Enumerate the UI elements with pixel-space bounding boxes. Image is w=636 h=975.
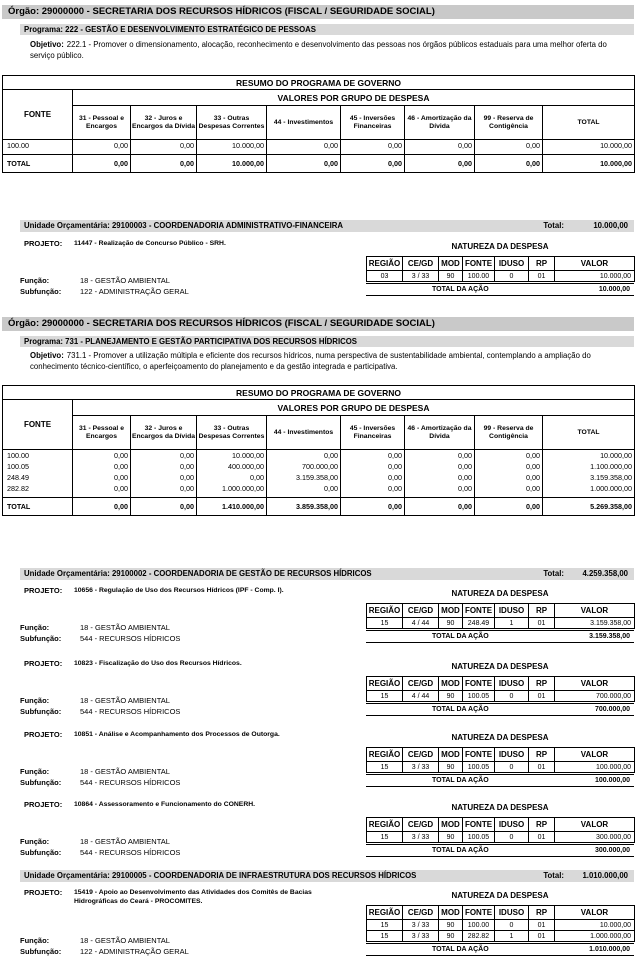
- objetivo-text: 222.1 - Promover o dimensionamento, alocação, reconhecimento e desenvolvimento das pessoas nos órgãos públicos estaduais para uma melhor oferta do serviço público.: [30, 40, 607, 60]
- subfuncao-value: 544 - RECURSOS HÍDRICOS: [80, 707, 181, 716]
- table-cell: 01: [529, 931, 555, 942]
- subfuncao-value: 544 - RECURSOS HÍDRICOS: [80, 634, 181, 643]
- table-row: [3, 450, 635, 461]
- funcao-label: Função:: [20, 623, 50, 632]
- column-header: CE/GD: [403, 906, 439, 920]
- column-header: REGIÃO: [367, 677, 403, 691]
- unidade-header: [20, 870, 634, 882]
- total-acao-value: 300.000,00: [594, 847, 630, 854]
- column-header: VALOR: [555, 818, 635, 832]
- projeto-name: 10864 - Assessoramento e Funcionamento do CONERH.: [74, 801, 256, 808]
- total-acao: [366, 630, 634, 643]
- column-header: CE/GD: [403, 604, 439, 618]
- table-cell: 100.000,00: [555, 762, 635, 773]
- total-cell: 10.000,00: [543, 155, 635, 173]
- resumo-subtitle: VALORES POR GRUPO DE DESPESA: [73, 400, 635, 416]
- column-header: RP: [529, 906, 555, 920]
- column-header: FONTE: [463, 257, 495, 271]
- column-header: 33 - Outras Despesas Correntes: [197, 106, 267, 140]
- objetivo: [30, 40, 630, 61]
- column-header: CE/GD: [403, 748, 439, 762]
- unidade-total-label: Total:: [543, 221, 564, 230]
- projeto-label: PROJETO:: [24, 659, 63, 668]
- projeto-name: 15419 - Apoio ao Desenvolvimento das Atividades dos Comitês de Bacias Hidrográficas do Ceará - PROCOMITES.: [74, 889, 312, 905]
- column-header: TOTAL: [543, 416, 635, 450]
- total-cell: 0,00: [475, 155, 543, 173]
- table-cell: 01: [529, 691, 555, 702]
- table-cell: 100.00: [463, 271, 495, 282]
- table-row: [3, 140, 635, 151]
- column-header: MOD: [439, 906, 463, 920]
- table-cell: 0,00: [405, 140, 475, 151]
- table-cell: 10.000,00: [543, 450, 635, 461]
- column-header: 99 - Reserva de Contigência: [475, 416, 543, 450]
- column-header: RP: [529, 604, 555, 618]
- table-row: [367, 762, 635, 773]
- table-cell: 0,00: [73, 461, 131, 472]
- table-cell: 10.000,00: [543, 140, 635, 151]
- column-header: VALOR: [555, 257, 635, 271]
- table-cell: 10.000,00: [197, 140, 267, 151]
- column-header: MOD: [439, 677, 463, 691]
- table-cell: 0,00: [197, 472, 267, 483]
- table-cell: 3 / 33: [403, 832, 439, 843]
- table-cell: 0: [495, 762, 529, 773]
- table-row: [367, 271, 635, 282]
- total-acao-label: TOTAL DA AÇÃO: [432, 777, 489, 784]
- table-cell: 3.159.358,00: [555, 618, 635, 629]
- total-acao: [366, 283, 634, 296]
- table-cell: 90: [439, 832, 463, 843]
- table-cell: 282.82: [463, 931, 495, 942]
- table-row: [3, 483, 635, 494]
- table-cell: 10.000,00: [555, 271, 635, 282]
- column-header: CE/GD: [403, 818, 439, 832]
- table-cell: 282.82: [3, 483, 73, 494]
- column-header: 45 - Inversões Financeiras: [341, 106, 405, 140]
- column-header: CE/GD: [403, 257, 439, 271]
- table-cell: 01: [529, 618, 555, 629]
- total-cell: 3.859.358,00: [267, 498, 341, 516]
- table-cell: 100.05: [463, 691, 495, 702]
- table-cell: 0,00: [405, 461, 475, 472]
- column-header: 33 - Outras Despesas Correntes: [197, 416, 267, 450]
- subfuncao-value: 122 - ADMINISTRAÇÃO GERAL: [80, 947, 189, 956]
- natureza-header: NATUREZA DA DESPESA: [451, 803, 549, 812]
- projeto-label: PROJETO:: [24, 800, 63, 809]
- table-cell: 0,00: [73, 140, 131, 151]
- projeto-name: 10656 - Regulação de Uso dos Recursos Hídricos (IPF - Comp. I).: [74, 587, 284, 594]
- subfuncao-label: Subfunção:: [20, 287, 62, 296]
- table-cell: 0,00: [405, 483, 475, 494]
- column-header: REGIÃO: [367, 604, 403, 618]
- total-cell: 0,00: [73, 155, 131, 173]
- funcao-value: 18 - GESTÃO AMBIENTAL: [80, 276, 170, 285]
- table-cell: 0,00: [405, 450, 475, 461]
- table-cell: 100.05: [3, 461, 73, 472]
- funcao-label: Função:: [20, 837, 50, 846]
- detail-header-row: [367, 748, 635, 762]
- projeto-label: PROJETO:: [24, 586, 63, 595]
- table-row: [367, 931, 635, 942]
- table-row: [367, 618, 635, 629]
- table-cell: 0,00: [405, 472, 475, 483]
- table-cell: 0,00: [73, 472, 131, 483]
- table-cell: 90: [439, 618, 463, 629]
- funcao-label: Função:: [20, 936, 50, 945]
- table-cell: 0,00: [131, 461, 197, 472]
- detail-table: [366, 603, 635, 629]
- column-header: 46 - Amortização da Dívida: [405, 106, 475, 140]
- funcao-label: Função:: [20, 767, 50, 776]
- table-cell: 90: [439, 271, 463, 282]
- column-header: RP: [529, 677, 555, 691]
- table-cell: 90: [439, 931, 463, 942]
- table-cell: 0,00: [131, 140, 197, 151]
- column-header: FONTE: [463, 748, 495, 762]
- funcao-label: Função:: [20, 696, 50, 705]
- column-header: 32 - Juros e Encargos da Dívida: [131, 416, 197, 450]
- projeto-name: 11447 - Realização de Concurso Público - SRH.: [74, 240, 226, 247]
- column-header: IDUSO: [495, 257, 529, 271]
- projeto-name: 10851 - Análise e Acompanhamento dos Processos de Outorga.: [74, 731, 280, 738]
- funcao-value: 18 - GESTÃO AMBIENTAL: [80, 696, 170, 705]
- column-header: RP: [529, 748, 555, 762]
- table-cell: 10.000,00: [197, 450, 267, 461]
- column-header: REGIÃO: [367, 748, 403, 762]
- projeto-name: 10823 - Fiscalização do Uso dos Recursos Hídricos.: [74, 660, 242, 667]
- funcao-value: 18 - GESTÃO AMBIENTAL: [80, 623, 170, 632]
- column-header: RP: [529, 818, 555, 832]
- detail-table: [366, 905, 635, 942]
- total-acao-value: 3.159.358,00: [589, 633, 630, 640]
- table-cell: 3 / 33: [403, 920, 439, 931]
- table-cell: 0: [495, 832, 529, 843]
- resumo-title: RESUMO DO PROGRAMA DE GOVERNO: [3, 386, 635, 400]
- table-cell: 3 / 33: [403, 931, 439, 942]
- detail-header-row: [367, 818, 635, 832]
- table-cell: 15: [367, 691, 403, 702]
- detail-header-row: [367, 257, 635, 271]
- table-cell: 3 / 33: [403, 762, 439, 773]
- resumo-subtitle: VALORES POR GRUPO DE DESPESA: [73, 90, 635, 106]
- objetivo: [30, 351, 630, 372]
- table-cell: 15: [367, 618, 403, 629]
- table-cell: 100.05: [463, 762, 495, 773]
- column-header: VALOR: [555, 604, 635, 618]
- table-cell: 0,00: [475, 483, 543, 494]
- total-cell: TOTAL: [3, 155, 73, 173]
- column-header: CE/GD: [403, 677, 439, 691]
- table-cell: 100.00: [463, 920, 495, 931]
- column-header: FONTE: [463, 677, 495, 691]
- table-cell: 0,00: [341, 140, 405, 151]
- table-cell: 10.000,00: [555, 920, 635, 931]
- column-header: IDUSO: [495, 677, 529, 691]
- detail-header-row: [367, 677, 635, 691]
- table-cell: 0,00: [341, 483, 405, 494]
- table-cell: 248.49: [3, 472, 73, 483]
- table-cell: 0,00: [131, 450, 197, 461]
- resumo-title: RESUMO DO PROGRAMA DE GOVERNO: [3, 76, 635, 90]
- table-cell: 0: [495, 691, 529, 702]
- orgao-header: Órgão: 29000000 - SECRETARIA DOS RECURSOS HÍDRICOS (FISCAL / SEGURIDADE SOCIAL): [2, 317, 634, 331]
- total-acao: [366, 703, 634, 716]
- total-acao-label: TOTAL DA AÇÃO: [432, 706, 489, 713]
- table-cell: 15: [367, 920, 403, 931]
- funcao-value: 18 - GESTÃO AMBIENTAL: [80, 837, 170, 846]
- column-header: IDUSO: [495, 818, 529, 832]
- unidade-total-value: 4.259.358,00: [582, 569, 628, 578]
- table-row: [367, 920, 635, 931]
- column-header: 32 - Juros e Encargos da Dívida: [131, 106, 197, 140]
- column-header: VALOR: [555, 677, 635, 691]
- funcao-label: Função:: [20, 276, 50, 285]
- column-header: 45 - Inversões Financeiras: [341, 416, 405, 450]
- subfuncao-label: Subfunção:: [20, 707, 62, 716]
- table-cell: 1.000.000,00: [555, 931, 635, 942]
- table-cell: 90: [439, 762, 463, 773]
- table-cell: 01: [529, 920, 555, 931]
- table-cell: 248.49: [463, 618, 495, 629]
- table-cell: 700.000,00: [267, 461, 341, 472]
- unidade-total-label: Total:: [543, 569, 564, 578]
- unidade-name: Unidade Orçamentária: 29100003 - COORDENADORIA ADMINISTRATIVO-FINANCEIRA: [24, 221, 344, 230]
- subfuncao-label: Subfunção:: [20, 947, 62, 956]
- total-acao: [366, 943, 634, 956]
- column-header: FONTE: [463, 818, 495, 832]
- subfuncao-value: 544 - RECURSOS HÍDRICOS: [80, 848, 181, 857]
- total-acao-label: TOTAL DA AÇÃO: [432, 847, 489, 854]
- column-header: REGIÃO: [367, 906, 403, 920]
- programa-header: Programa: 222 - GESTÃO E DESENVOLVIMENTO ESTRATÉGICO DE PESSOAS: [20, 24, 634, 35]
- total-acao: [366, 844, 634, 857]
- column-header: MOD: [439, 604, 463, 618]
- column-header: VALOR: [555, 748, 635, 762]
- table-cell: 1.000.000,00: [543, 483, 635, 494]
- projeto-label: PROJETO:: [24, 888, 63, 897]
- column-header: 99 - Reserva de Contigência: [475, 106, 543, 140]
- natureza-header: NATUREZA DA DESPESA: [451, 662, 549, 671]
- column-header: IDUSO: [495, 604, 529, 618]
- column-header: REGIÃO: [367, 257, 403, 271]
- total-cell: TOTAL: [3, 498, 73, 516]
- total-row: [3, 155, 635, 173]
- table-cell: 4 / 44: [403, 691, 439, 702]
- total-cell: 0,00: [341, 155, 405, 173]
- unidade-total-value: 1.010.000,00: [582, 871, 628, 880]
- table-cell: 0,00: [341, 461, 405, 472]
- total-cell: 0,00: [475, 498, 543, 516]
- table-cell: 90: [439, 920, 463, 931]
- table-cell: 0: [495, 920, 529, 931]
- table-cell: 100.00: [3, 140, 73, 151]
- table-cell: 3 / 33: [403, 271, 439, 282]
- column-header: TOTAL: [543, 106, 635, 140]
- total-acao-value: 10.000,00: [598, 286, 630, 293]
- table-row: [367, 832, 635, 843]
- projeto-label: PROJETO:: [24, 239, 63, 248]
- detail-table: [366, 676, 635, 702]
- table-cell: 15: [367, 832, 403, 843]
- orgao-header: Órgão: 29000000 - SECRETARIA DOS RECURSOS HÍDRICOS (FISCAL / SEGURIDADE SOCIAL): [2, 5, 634, 19]
- natureza-header: NATUREZA DA DESPESA: [451, 891, 549, 900]
- total-cell: 0,00: [73, 498, 131, 516]
- natureza-header: NATUREZA DA DESPESA: [451, 733, 549, 742]
- fonte-header: FONTE: [3, 90, 73, 140]
- subfuncao-value: 122 - ADMINISTRAÇÃO GERAL: [80, 287, 189, 296]
- detail-table: [366, 817, 635, 843]
- table-cell: 0,00: [267, 450, 341, 461]
- total-cell: 0,00: [131, 498, 197, 516]
- column-header: RP: [529, 257, 555, 271]
- resumo-table: [2, 75, 635, 173]
- total-cell: 5.269.358,00: [543, 498, 635, 516]
- column-header: IDUSO: [495, 906, 529, 920]
- table-cell: 01: [529, 832, 555, 843]
- table-cell: 1.000.000,00: [197, 483, 267, 494]
- total-acao-label: TOTAL DA AÇÃO: [432, 946, 489, 953]
- column-header: 31 - Pessoal e Encargos: [73, 416, 131, 450]
- natureza-header: NATUREZA DA DESPESA: [451, 242, 549, 251]
- objetivo-label: Objetivo:: [30, 351, 64, 360]
- table-row: [3, 472, 635, 483]
- subfuncao-label: Subfunção:: [20, 848, 62, 857]
- table-cell: 0,00: [475, 461, 543, 472]
- table-cell: 0: [495, 271, 529, 282]
- table-cell: 01: [529, 762, 555, 773]
- column-header: FONTE: [463, 906, 495, 920]
- table-cell: 0,00: [341, 472, 405, 483]
- table-cell: 0,00: [267, 140, 341, 151]
- unidade-total-value: 10.000,00: [593, 221, 628, 230]
- column-header: IDUSO: [495, 748, 529, 762]
- objetivo-text: 731.1 - Promover a utilização múltipla e eficiente dos recursos hídricos, numa perspectiva de sustentabilidade ambiental, contemplando a ampliação do conhecimento técnico-científico, o aperfeiçoamento do planejamento e da gestão integrada e participativa.: [30, 351, 591, 371]
- detail-table: [366, 747, 635, 773]
- table-cell: 100.00: [3, 450, 73, 461]
- total-acao-value: 700.000,00: [594, 706, 630, 713]
- table-cell: 1: [495, 931, 529, 942]
- table-cell: 0,00: [475, 472, 543, 483]
- table-cell: 0,00: [131, 483, 197, 494]
- detail-table: [366, 256, 635, 282]
- total-cell: 0,00: [131, 155, 197, 173]
- column-header: MOD: [439, 257, 463, 271]
- total-acao-label: TOTAL DA AÇÃO: [432, 286, 489, 293]
- total-acao-value: 100.000,00: [594, 777, 630, 784]
- table-cell: 15: [367, 931, 403, 942]
- table-cell: 1: [495, 618, 529, 629]
- table-cell: 0,00: [475, 140, 543, 151]
- table-cell: 03: [367, 271, 403, 282]
- detail-header-row: [367, 906, 635, 920]
- unidade-name: Unidade Orçamentária: 29100005 - COORDENADORIA DE INFRAESTRUTURA DOS RECURSOS HÍDRICOS: [24, 871, 417, 880]
- column-header: MOD: [439, 818, 463, 832]
- total-acao: [366, 774, 634, 787]
- subfuncao-value: 544 - RECURSOS HÍDRICOS: [80, 778, 181, 787]
- column-header: 44 - Investimentos: [267, 106, 341, 140]
- table-cell: 3.159.358,00: [543, 472, 635, 483]
- column-header: FONTE: [463, 604, 495, 618]
- detail-header-row: [367, 604, 635, 618]
- resumo-table: [2, 385, 635, 516]
- table-cell: 90: [439, 691, 463, 702]
- total-cell: 10.000,00: [197, 155, 267, 173]
- total-cell: 0,00: [405, 498, 475, 516]
- subfuncao-label: Subfunção:: [20, 634, 62, 643]
- table-cell: 100.05: [463, 832, 495, 843]
- unidade-total-label: Total:: [543, 871, 564, 880]
- table-cell: 300.000,00: [555, 832, 635, 843]
- subfuncao-label: Subfunção:: [20, 778, 62, 787]
- column-header: 44 - Investimentos: [267, 416, 341, 450]
- table-row: [367, 691, 635, 702]
- funcao-value: 18 - GESTÃO AMBIENTAL: [80, 936, 170, 945]
- table-cell: 0,00: [475, 450, 543, 461]
- natureza-header: NATUREZA DA DESPESA: [451, 589, 549, 598]
- objetivo-label: Objetivo:: [30, 40, 64, 49]
- total-cell: 0,00: [267, 155, 341, 173]
- total-row: [3, 498, 635, 516]
- programa-header: Programa: 731 - PLANEJAMENTO E GESTÃO PARTICIPATIVA DOS RECURSOS HÍDRICOS: [20, 336, 634, 347]
- unidade-header: [20, 220, 634, 232]
- table-cell: 15: [367, 762, 403, 773]
- table-cell: 0,00: [341, 450, 405, 461]
- total-cell: 1.410.000,00: [197, 498, 267, 516]
- unidade-header: [20, 568, 634, 580]
- table-cell: 1.100.000,00: [543, 461, 635, 472]
- column-header: MOD: [439, 748, 463, 762]
- column-header: 31 - Pessoal e Encargos: [73, 106, 131, 140]
- fonte-header: FONTE: [3, 400, 73, 450]
- column-header: REGIÃO: [367, 818, 403, 832]
- projeto-label: PROJETO:: [24, 730, 63, 739]
- table-cell: 400.000,00: [197, 461, 267, 472]
- table-cell: 4 / 44: [403, 618, 439, 629]
- total-acao-value: 1.010.000,00: [589, 946, 630, 953]
- total-acao-label: TOTAL DA AÇÃO: [432, 633, 489, 640]
- table-cell: 3.159.358,00: [267, 472, 341, 483]
- table-row: [3, 461, 635, 472]
- table-cell: 0,00: [131, 472, 197, 483]
- table-cell: 0,00: [73, 483, 131, 494]
- table-cell: 01: [529, 271, 555, 282]
- unidade-name: Unidade Orçamentária: 29100002 - COORDENADORIA DE GESTÃO DE RECURSOS HÍDRICOS: [24, 569, 372, 578]
- table-cell: 0,00: [73, 450, 131, 461]
- column-header: 46 - Amortização da Dívida: [405, 416, 475, 450]
- funcao-value: 18 - GESTÃO AMBIENTAL: [80, 767, 170, 776]
- total-cell: 0,00: [405, 155, 475, 173]
- total-cell: 0,00: [341, 498, 405, 516]
- table-cell: 0,00: [267, 483, 341, 494]
- column-header: VALOR: [555, 906, 635, 920]
- table-cell: 700.000,00: [555, 691, 635, 702]
